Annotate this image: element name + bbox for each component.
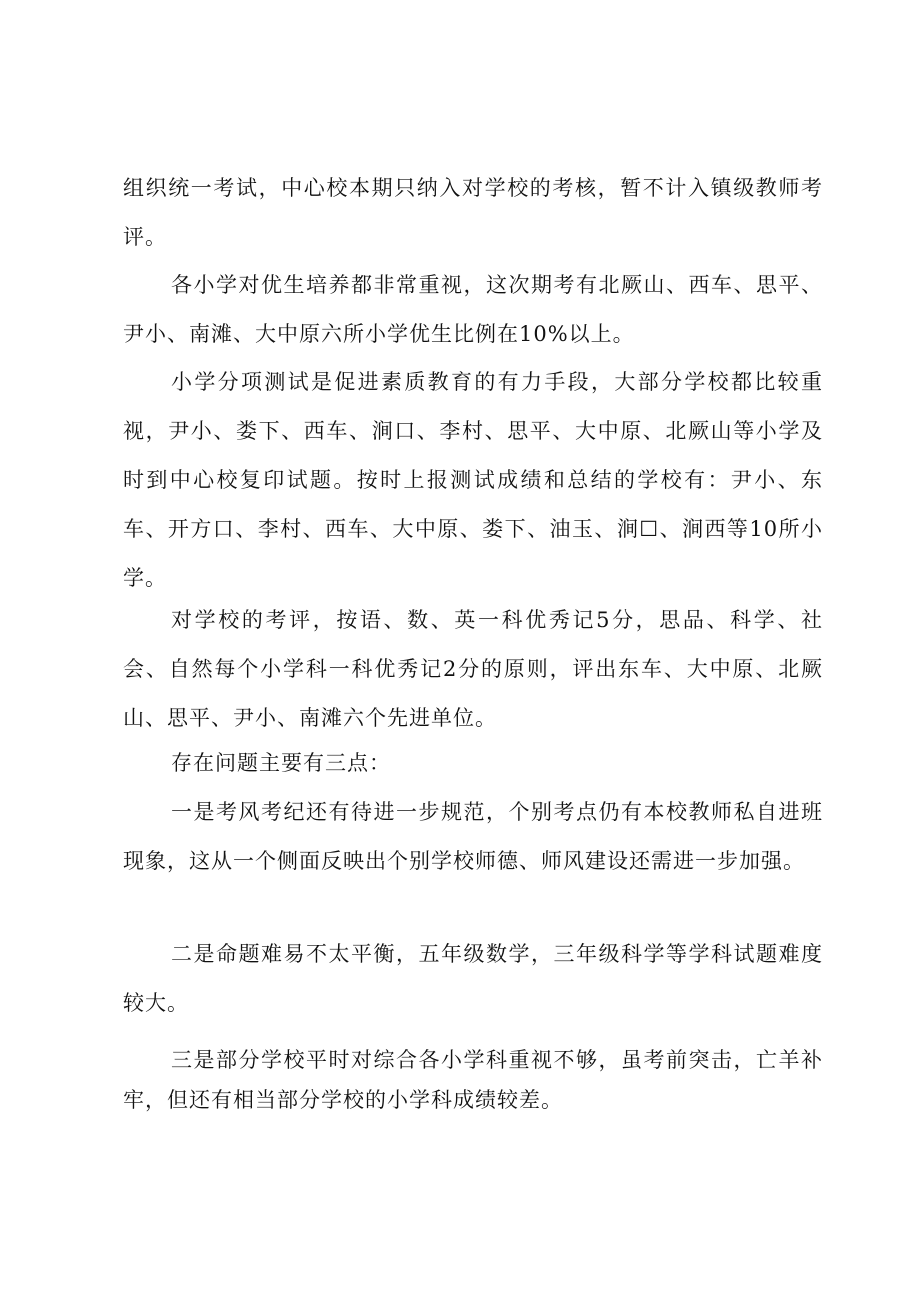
paragraph-exam-assessment: 组织统一考试，中心校本期只纳入对学校的考核，暂不计入镇级教师考评。 xyxy=(123,176,823,249)
paragraph-school-evaluation: 对学校的考评，按语、数、英一科优秀记5分，思品、科学、社会、自然每个小学科一科优秀记2分的原则，评出东车、大中原、北厥山、思平、尹小、南滩六个先进单位。 xyxy=(123,608,823,730)
paragraph-problem-two: 二是命题难易不太平衡，五年级数学，三年级科学等学科试题难度较大。 xyxy=(123,942,823,1015)
paragraph-subject-tests: 小学分项测试是促进素质教育的有力手段，大部分学校都比较重视，尹小、娄下、西车、涧口、李村、思平、大中原、北厥山等小学及时到中心校复印试题。按时上报测试成绩和总结的学校有：尹小、东车、开方口、李村、西车、大中原、娄下、油玉、涧☐、涧西等10所小学。 xyxy=(123,370,823,590)
paragraph-problems-heading: 存在问题主要有三点： xyxy=(171,751,391,775)
paragraph-problem-three: 三是部分学校平时对综合各小学科重视不够，虽考前突击，亡羊补牢，但还有相当部分学校的小学科成绩较差。 xyxy=(123,1048,823,1112)
paragraph-problem-one: 一是考风考纪还有待进一步规范，个别考点仍有本校教师私自进班现象，这从一个侧面反映出个别学校师德、师风建设还需进一步加强。 xyxy=(123,800,823,873)
paragraph-top-students: 各小学对优生培养都非常重视，这次期考有北厥山、西车、思平、尹小、南滩、大中原六所小学优生比例在10%以上。 xyxy=(123,273,823,346)
